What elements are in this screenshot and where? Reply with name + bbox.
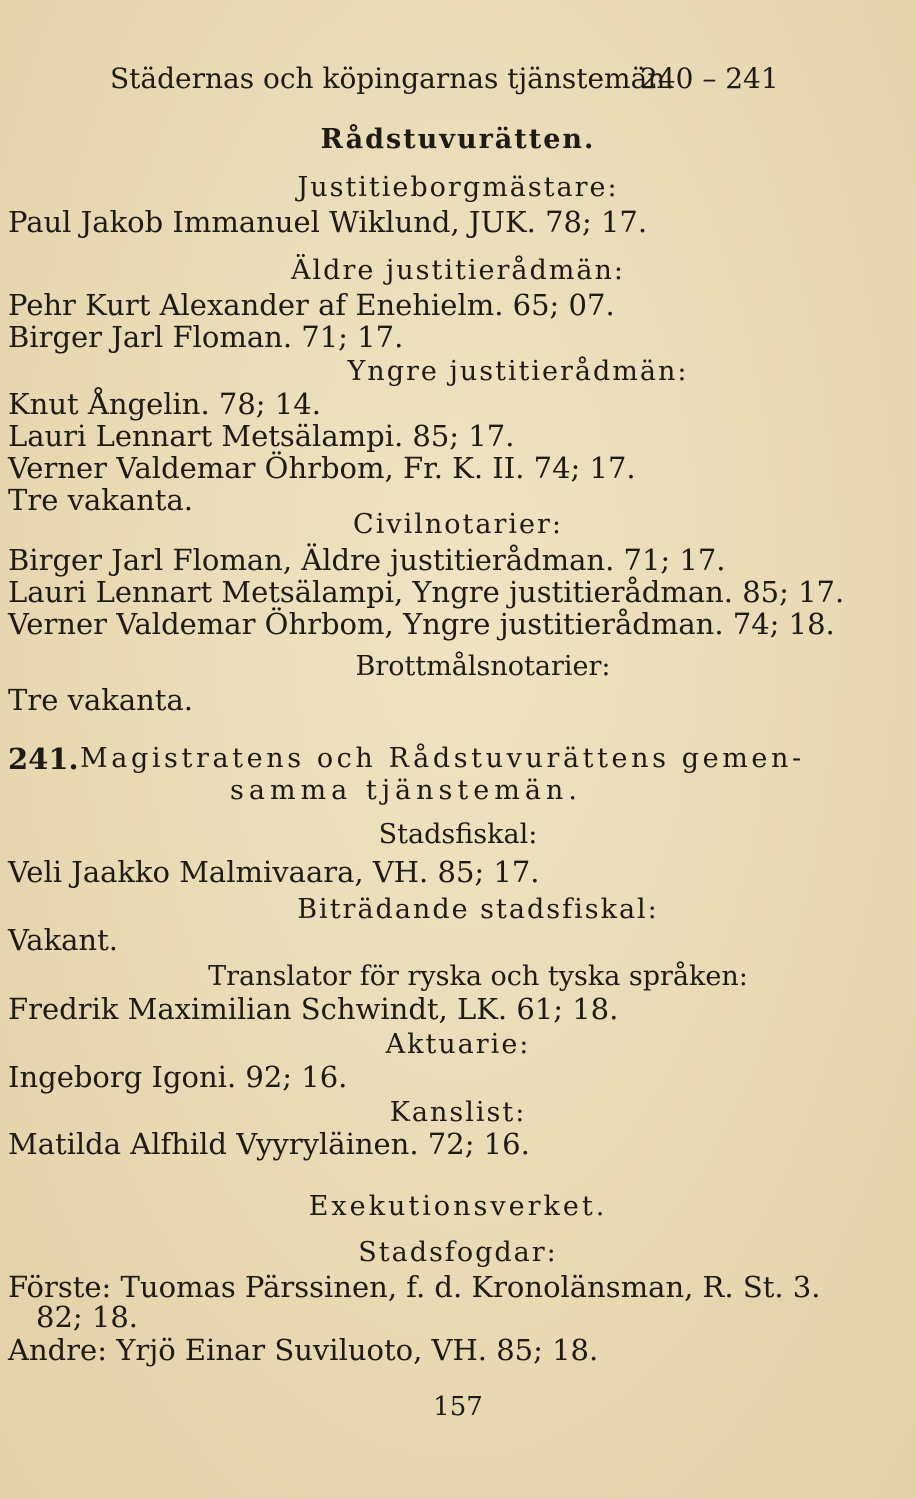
entry-line: Förste: Tuomas Pärssinen, f. d. Kronolänsman, R. St. 3. (8, 1270, 821, 1304)
section-number-241: 241. (8, 742, 79, 776)
page-number: 157 (433, 1392, 483, 1422)
section-title-radstuvuratten: Rådstuvurätten. (320, 124, 596, 155)
heading-yngre: Yngre justitierådmän: (347, 356, 689, 387)
section-range: 240 – 241 (640, 62, 779, 95)
entry-line: Pehr Kurt Alexander af Enehielm. 65; 07. (8, 288, 615, 322)
entry-line: Vakant. (8, 923, 118, 957)
running-title: Städernas och köpingarnas tjänstemän. (110, 62, 675, 95)
section-title-line1: Magistratens och Rådstuvurättens gemen- (80, 743, 805, 774)
entry-line: Fredrik Maximilian Schwindt, LK. 61; 18. (8, 992, 619, 1026)
entry-line: Birger Jarl Floman, Äldre justitierådman. 71; 17. (8, 543, 726, 577)
heading-aktuarie: Aktuarie: (385, 1029, 531, 1060)
entry-line: Matilda Alfhild Vyyryläinen. 72; 16. (8, 1127, 530, 1161)
entry-line: Ingeborg Igoni. 92; 16. (8, 1060, 348, 1094)
section-title-line2: samma tjänstemän. (230, 775, 582, 806)
entry-line: Lauri Lennart Metsälampi. 85; 17. (8, 419, 515, 453)
entry-line: Verner Valdemar Öhrbom, Yngre justitierådman. 74; 18. (8, 607, 835, 641)
entry-line: Tre vakanta. (8, 483, 193, 517)
entry-line: Knut Ångelin. 78; 14. (8, 387, 321, 421)
entry-line: Andre: Yrjö Einar Suviluoto, VH. 85; 18. (8, 1333, 599, 1367)
heading-bitradande: Biträdande stadsfiskal: (297, 894, 659, 925)
heading-justitieborgmastare: Justitieborgmästare: (297, 172, 619, 203)
heading-translator: Translator för ryska och tyska språken: (208, 961, 748, 992)
section-title-exekutionsverket: Exekutionsverket. (308, 1191, 608, 1222)
entry-line-continued: 82; 18. (36, 1300, 139, 1334)
heading-stadsfogdar: Stadsfogdar: (358, 1237, 558, 1268)
heading-stadsfiskal: Stadsfiskal: (378, 819, 538, 850)
heading-kanslist: Kanslist: (389, 1097, 527, 1128)
entry-line: Verner Valdemar Öhrbom, Fr. K. II. 74; 17. (8, 451, 636, 485)
heading-aldre: Äldre justitierådmän: (291, 255, 625, 286)
heading-brottmalsnotarier: Brottmålsnotarier: (355, 651, 611, 682)
entry-line: Lauri Lennart Metsälampi, Yngre justitierådman. 85; 17. (8, 575, 845, 609)
entry-line: Tre vakanta. (8, 683, 193, 717)
heading-civilnotarier: Civilnotarier: (353, 509, 563, 540)
entry-line: Paul Jakob Immanuel Wiklund, JUK. 78; 17. (8, 205, 648, 239)
entry-line: Birger Jarl Floman. 71; 17. (8, 320, 404, 354)
entry-line: Veli Jaakko Malmivaara, VH. 85; 17. (8, 855, 540, 889)
